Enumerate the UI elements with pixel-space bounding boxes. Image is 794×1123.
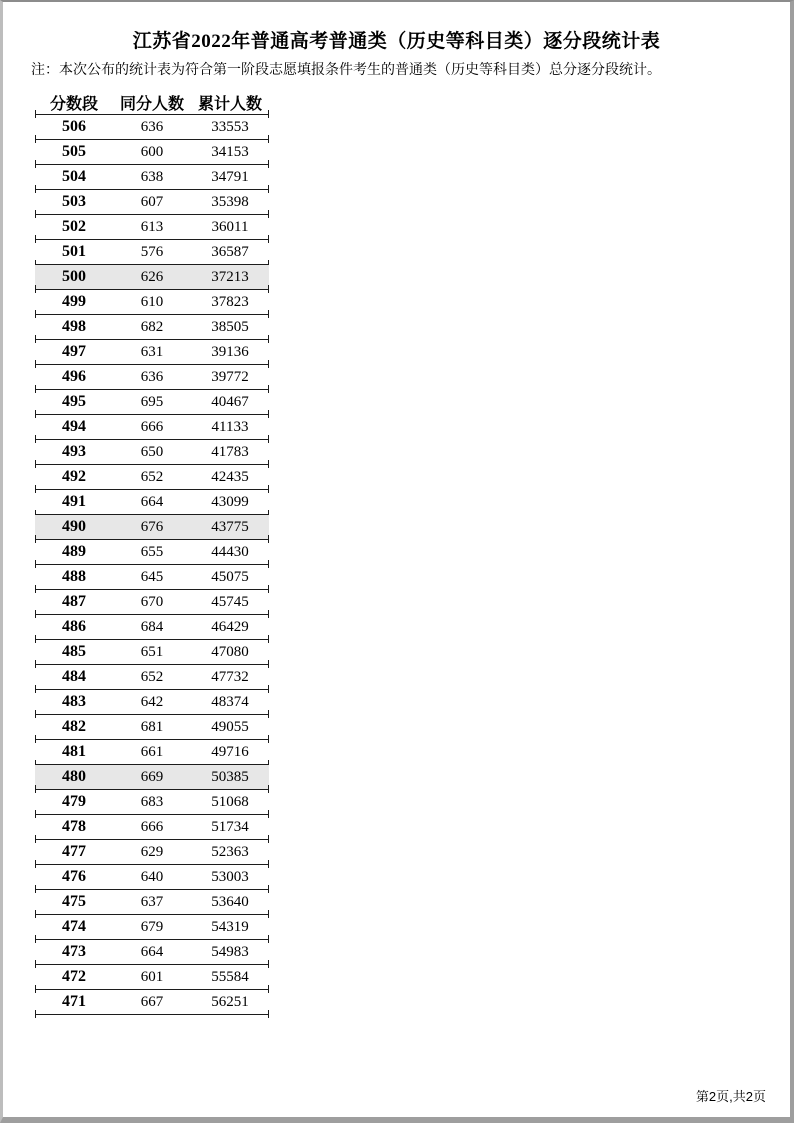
cell-cumulative: 51734 [211,818,249,835]
cell-count: 666 [140,418,164,435]
table-row [35,315,269,340]
table-row [35,665,269,690]
page-title: 江苏省2022年普通高考普通类（历史等科目类）逐分段统计表 [132,31,661,52]
table-row [35,165,269,190]
cell-cumulative: 49055 [211,718,249,735]
cell-score: 471 [62,993,86,1010]
table-row [35,465,269,490]
table-row [35,190,269,215]
cell-cumulative: 35398 [211,193,249,210]
cell-cumulative: 53640 [211,893,249,910]
cell-score: 496 [62,368,86,385]
cell-score: 474 [62,918,86,935]
cell-count: 600 [140,143,164,160]
table-row [35,890,269,915]
cell-count: 613 [140,218,164,235]
table-row [35,215,269,240]
table-row [35,240,269,265]
table-row [35,965,269,990]
table-row [35,590,269,615]
cell-cumulative: 54319 [211,918,249,935]
cell-score: 473 [62,943,86,960]
cell-cumulative: 33553 [211,118,249,135]
cell-cumulative: 46429 [211,618,249,635]
table-row [35,940,269,965]
cell-cumulative: 42435 [211,468,249,485]
cell-score: 503 [62,193,86,210]
cell-count: 645 [140,568,164,585]
cell-count: 681 [140,718,164,735]
cell-score: 485 [62,643,86,660]
cell-cumulative: 39772 [211,368,249,385]
cell-score: 506 [62,118,86,135]
cell-cumulative: 50385 [211,768,249,785]
cell-count: 607 [140,193,164,210]
cell-cumulative: 34791 [211,168,249,185]
cell-score: 487 [62,593,86,610]
cell-count: 664 [140,493,164,510]
cell-score: 493 [62,443,86,460]
cell-cumulative: 47732 [211,668,249,685]
cell-score: 501 [62,243,86,260]
cell-cumulative: 55584 [211,968,249,985]
cell-cumulative: 34153 [211,143,249,160]
cell-count: 695 [140,393,164,410]
cell-count: 651 [140,643,164,660]
cell-score: 495 [62,393,86,410]
cell-score: 505 [62,143,86,160]
cell-count: 661 [140,743,164,760]
cell-score: 498 [62,318,86,335]
cell-cumulative: 53003 [211,868,249,885]
cell-count: 576 [140,243,164,260]
cell-cumulative: 37213 [211,268,249,285]
cell-count: 669 [140,768,164,785]
cell-cumulative: 40467 [211,393,249,410]
table-row [35,790,269,815]
table-header-row [35,90,269,115]
cell-score: 472 [62,968,86,985]
cell-count: 667 [140,993,164,1010]
cell-count: 642 [140,693,164,710]
page-number-label: 第2页,共2页 [695,1089,766,1104]
score-distribution-table [35,90,269,1015]
cell-count: 610 [140,293,164,310]
cell-count: 666 [140,818,164,835]
cell-count: 601 [140,968,164,985]
table-row [35,265,269,290]
table-row [35,840,269,865]
table-row [35,865,269,890]
table-row [35,565,269,590]
cell-cumulative: 38505 [211,318,249,335]
table-body [35,115,269,1015]
cell-score: 489 [62,543,86,560]
table-row [35,815,269,840]
cell-count: 682 [140,318,164,335]
cell-score: 479 [62,793,86,810]
cell-count: 636 [140,118,164,135]
table-row [35,340,269,365]
cell-score: 486 [62,618,86,635]
table-row [35,390,269,415]
cell-count: 638 [140,168,164,185]
table-row [35,640,269,665]
cell-score: 477 [62,843,86,860]
table-row [35,715,269,740]
table-row [35,540,269,565]
header-same-score-count: 同分人数 [119,95,184,113]
cell-score: 488 [62,568,86,585]
cell-count: 679 [140,918,164,935]
table-row [35,415,269,440]
header-cumulative-count: 累计人数 [197,95,262,113]
cell-count: 684 [140,618,164,635]
cell-score: 475 [62,893,86,910]
cell-count: 670 [140,593,164,610]
table-row [35,140,269,165]
cell-cumulative: 45075 [211,568,249,585]
cell-cumulative: 41783 [211,443,249,460]
cell-count: 664 [140,943,164,960]
cell-cumulative: 43775 [211,518,249,535]
table-row [35,365,269,390]
cell-cumulative: 52363 [211,843,249,860]
cell-score: 480 [62,768,86,785]
cell-score: 497 [62,343,86,360]
table-row [35,515,269,540]
cell-score: 476 [62,868,86,885]
table-row [35,740,269,765]
table-row [35,440,269,465]
cell-cumulative: 43099 [211,493,249,510]
cell-score: 478 [62,818,86,835]
cell-score: 494 [62,418,86,435]
cell-score: 481 [62,743,86,760]
cell-cumulative: 54983 [211,943,249,960]
cell-count: 637 [140,893,164,910]
cell-cumulative: 39136 [211,343,249,360]
cell-cumulative: 45745 [211,593,249,610]
cell-cumulative: 36011 [211,218,249,235]
table-row [35,690,269,715]
table-row [35,990,269,1015]
cell-cumulative: 36587 [211,243,249,260]
cell-count: 629 [140,843,164,860]
cell-score: 500 [62,268,86,285]
table-row [35,490,269,515]
cell-score: 504 [62,168,86,185]
cell-count: 683 [140,793,164,810]
cell-count: 631 [140,343,164,360]
cell-score: 482 [62,718,86,735]
cell-count: 650 [140,443,164,460]
note-text: 注：本次公布的统计表为符合第一阶段志愿填报条件考生的普通类（历史等科目类）总分逐分段统计。 [31,63,661,78]
cell-score: 490 [62,518,86,535]
cell-count: 655 [140,543,164,560]
table-row [35,615,269,640]
cell-cumulative: 49716 [211,743,249,760]
cell-cumulative: 51068 [211,793,249,810]
cell-score: 483 [62,693,86,710]
cell-cumulative: 56251 [211,993,249,1010]
table-row [35,765,269,790]
cell-count: 636 [140,368,164,385]
cell-score: 502 [62,218,86,235]
cell-cumulative: 48374 [211,693,249,710]
cell-count: 652 [140,668,164,685]
cell-cumulative: 37823 [211,293,249,310]
cell-cumulative: 47080 [211,643,249,660]
cell-cumulative: 41133 [211,418,249,435]
table-row [35,290,269,315]
cell-count: 626 [140,268,164,285]
cell-score: 484 [62,668,86,685]
cell-score: 491 [62,493,86,510]
cell-count: 640 [140,868,164,885]
table-row [35,915,269,940]
header-score-segment: 分数段 [49,95,98,113]
cell-cumulative: 44430 [211,543,249,560]
cell-score: 499 [62,293,86,310]
cell-score: 492 [62,468,86,485]
cell-count: 676 [140,518,164,535]
table-row [35,115,269,140]
cell-count: 652 [140,468,164,485]
